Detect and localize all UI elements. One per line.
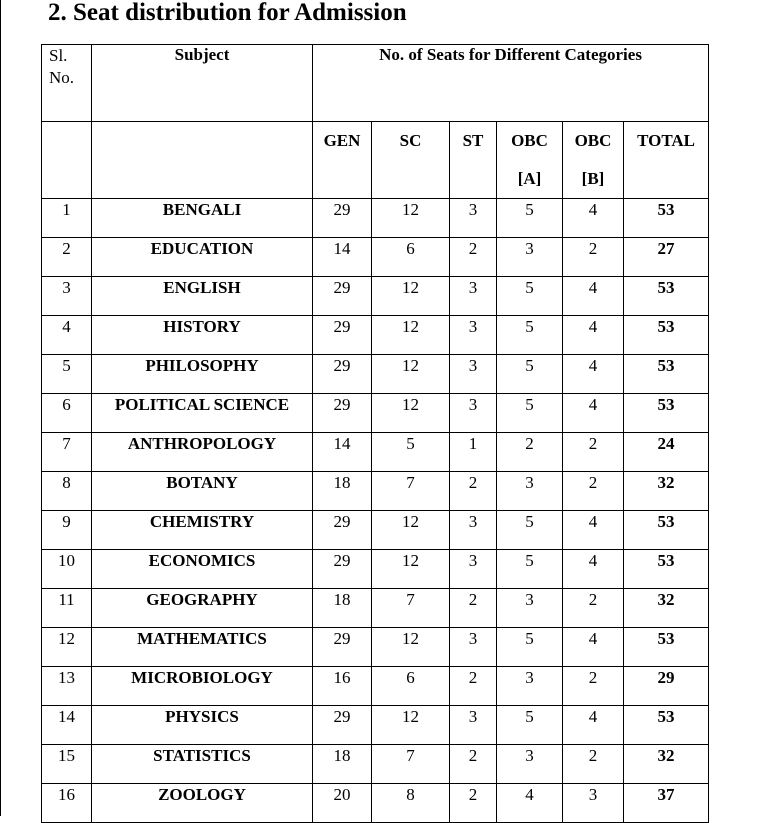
- cell-gen: 29: [313, 550, 372, 589]
- cell-total: 53: [624, 550, 709, 589]
- cell-total: 53: [624, 277, 709, 316]
- cell-obc-b: 4: [563, 199, 624, 238]
- cell-total: 37: [624, 784, 709, 823]
- cell-sl-no: 12: [42, 628, 92, 667]
- cell-total: 32: [624, 472, 709, 511]
- cell-total: 53: [624, 355, 709, 394]
- cell-sc: 7: [372, 472, 450, 511]
- cell-subject: POLITICAL SCIENCE: [92, 394, 313, 433]
- cell-gen: 18: [313, 745, 372, 784]
- table-row: [42, 511, 709, 550]
- cell-obc-b: 2: [563, 745, 624, 784]
- cell-total: 53: [624, 394, 709, 433]
- cell-obc-b: 4: [563, 316, 624, 355]
- cell-st: 2: [450, 589, 497, 628]
- table-row: [42, 589, 709, 628]
- cell-gen: 29: [313, 277, 372, 316]
- cell-gen: 29: [313, 316, 372, 355]
- cell-obc-a: 5: [497, 628, 563, 667]
- cell-st: 3: [450, 706, 497, 745]
- cell-gen: 29: [313, 199, 372, 238]
- cell-gen: 29: [313, 511, 372, 550]
- header-obc-b-line2: [B]: [581, 169, 605, 188]
- cell-obc-a: 3: [497, 472, 563, 511]
- cell-sc: 12: [372, 316, 450, 355]
- header-empty-sl: [42, 122, 92, 199]
- cell-obc-a: 5: [497, 394, 563, 433]
- cell-sc: 12: [372, 277, 450, 316]
- cell-gen: 14: [313, 433, 372, 472]
- header-sl-line1: Sl.: [49, 46, 68, 65]
- cell-subject: HISTORY: [92, 316, 313, 355]
- cell-subject: PHYSICS: [92, 706, 313, 745]
- header-sl-no: [42, 45, 92, 122]
- cell-gen: 29: [313, 355, 372, 394]
- table-row: [42, 472, 709, 511]
- table-row: [42, 550, 709, 589]
- header-obc-a: [497, 122, 563, 199]
- cell-obc-a: 3: [497, 667, 563, 706]
- cell-total: 29: [624, 667, 709, 706]
- header-subject: Subject: [92, 45, 313, 122]
- cell-obc-a: 2: [497, 433, 563, 472]
- cell-obc-b: 2: [563, 238, 624, 277]
- cell-obc-a: 3: [497, 589, 563, 628]
- cell-obc-a: 5: [497, 511, 563, 550]
- cell-st: 2: [450, 784, 497, 823]
- table-row: [42, 745, 709, 784]
- cell-sc: 12: [372, 355, 450, 394]
- header-categories-group: No. of Seats for Different Categories: [313, 45, 709, 122]
- cell-sc: 12: [372, 511, 450, 550]
- cell-subject: STATISTICS: [92, 745, 313, 784]
- cell-gen: 14: [313, 238, 372, 277]
- cell-obc-a: 5: [497, 316, 563, 355]
- cell-sl-no: 10: [42, 550, 92, 589]
- cell-total: 53: [624, 706, 709, 745]
- cell-total: 32: [624, 745, 709, 784]
- cell-obc-b: 4: [563, 706, 624, 745]
- cell-obc-b: 4: [563, 511, 624, 550]
- cell-st: 3: [450, 277, 497, 316]
- header-total: TOTAL: [624, 122, 709, 199]
- cell-sl-no: 4: [42, 316, 92, 355]
- header-row-categories: [42, 122, 709, 199]
- cell-total: 53: [624, 316, 709, 355]
- cell-gen: 16: [313, 667, 372, 706]
- cell-subject: BENGALI: [92, 199, 313, 238]
- cell-obc-a: 3: [497, 745, 563, 784]
- table-row: [42, 277, 709, 316]
- cell-subject: MICROBIOLOGY: [92, 667, 313, 706]
- cell-gen: 18: [313, 472, 372, 511]
- table-row: [42, 355, 709, 394]
- cell-sl-no: 7: [42, 433, 92, 472]
- cell-obc-b: 2: [563, 433, 624, 472]
- cell-sl-no: 16: [42, 784, 92, 823]
- header-obc-a-line2: [A]: [517, 169, 542, 188]
- cell-sl-no: 6: [42, 394, 92, 433]
- cell-subject: CHEMISTRY: [92, 511, 313, 550]
- cell-obc-a: 5: [497, 550, 563, 589]
- cell-obc-b: 4: [563, 550, 624, 589]
- cell-sl-no: 15: [42, 745, 92, 784]
- cell-gen: 29: [313, 628, 372, 667]
- cell-sc: 8: [372, 784, 450, 823]
- table-row: [42, 316, 709, 355]
- cell-total: 53: [624, 199, 709, 238]
- cell-gen: 29: [313, 394, 372, 433]
- cell-subject: ECONOMICS: [92, 550, 313, 589]
- cell-sc: 12: [372, 550, 450, 589]
- cell-gen: 29: [313, 706, 372, 745]
- cell-st: 3: [450, 550, 497, 589]
- seat-distribution-table: [41, 44, 709, 823]
- cell-subject: MATHEMATICS: [92, 628, 313, 667]
- cell-obc-b: 4: [563, 277, 624, 316]
- header-obc-a-line1: OBC: [511, 131, 548, 150]
- header-sl-line2: No.: [49, 68, 75, 87]
- cell-subject: BOTANY: [92, 472, 313, 511]
- cell-obc-b: 3: [563, 784, 624, 823]
- cell-sl-no: 1: [42, 199, 92, 238]
- table-row: [42, 394, 709, 433]
- cell-st: 3: [450, 511, 497, 550]
- cell-gen: 20: [313, 784, 372, 823]
- cell-sc: 12: [372, 394, 450, 433]
- cell-total: 53: [624, 628, 709, 667]
- cell-st: 3: [450, 394, 497, 433]
- cell-sc: 6: [372, 667, 450, 706]
- cell-st: 2: [450, 472, 497, 511]
- cell-sc: 7: [372, 745, 450, 784]
- cell-st: 3: [450, 628, 497, 667]
- header-sc: SC: [372, 122, 450, 199]
- cell-total: 32: [624, 589, 709, 628]
- header-obc-b-line1: OBC: [574, 131, 612, 150]
- cell-st: 2: [450, 238, 497, 277]
- header-obc-b: [563, 122, 624, 199]
- cell-sl-no: 8: [42, 472, 92, 511]
- cell-sc: 12: [372, 628, 450, 667]
- table-row: [42, 238, 709, 277]
- cell-st: 2: [450, 667, 497, 706]
- table-row: [42, 706, 709, 745]
- header-empty-subject: [92, 122, 313, 199]
- cell-obc-b: 4: [563, 394, 624, 433]
- cell-obc-b: 4: [563, 355, 624, 394]
- cell-obc-b: 4: [563, 628, 624, 667]
- cell-sc: 6: [372, 238, 450, 277]
- cell-sc: 12: [372, 706, 450, 745]
- cell-obc-a: 5: [497, 199, 563, 238]
- cell-subject: ANTHROPOLOGY: [92, 433, 313, 472]
- cell-subject: GEOGRAPHY: [92, 589, 313, 628]
- table-row: [42, 199, 709, 238]
- cell-st: 2: [450, 745, 497, 784]
- cell-sl-no: 14: [42, 706, 92, 745]
- cell-total: 24: [624, 433, 709, 472]
- cell-subject: ENGLISH: [92, 277, 313, 316]
- cell-sl-no: 9: [42, 511, 92, 550]
- cell-st: 3: [450, 355, 497, 394]
- table-row: [42, 667, 709, 706]
- cell-obc-a: 5: [497, 706, 563, 745]
- cell-sl-no: 11: [42, 589, 92, 628]
- cell-sl-no: 13: [42, 667, 92, 706]
- page-title: 2. Seat distribution for Admission: [48, 0, 407, 26]
- cell-obc-b: 2: [563, 667, 624, 706]
- cell-gen: 18: [313, 589, 372, 628]
- cell-obc-a: 5: [497, 355, 563, 394]
- header-row-main: [42, 45, 709, 122]
- header-st: ST: [450, 122, 497, 199]
- table-row: [42, 784, 709, 823]
- cell-obc-a: 3: [497, 238, 563, 277]
- cell-obc-a: 4: [497, 784, 563, 823]
- cell-total: 27: [624, 238, 709, 277]
- cell-obc-b: 2: [563, 589, 624, 628]
- cell-subject: EDUCATION: [92, 238, 313, 277]
- cell-obc-a: 5: [497, 277, 563, 316]
- cell-sc: 12: [372, 199, 450, 238]
- cell-st: 3: [450, 316, 497, 355]
- cell-obc-b: 2: [563, 472, 624, 511]
- cell-st: 1: [450, 433, 497, 472]
- cell-sl-no: 2: [42, 238, 92, 277]
- cell-sl-no: 5: [42, 355, 92, 394]
- cell-subject: ZOOLOGY: [92, 784, 313, 823]
- page-left-border: [0, 0, 1, 816]
- table-row: [42, 433, 709, 472]
- cell-st: 3: [450, 199, 497, 238]
- table-body: [42, 199, 709, 823]
- cell-subject: PHILOSOPHY: [92, 355, 313, 394]
- cell-sc: 7: [372, 589, 450, 628]
- cell-sl-no: 3: [42, 277, 92, 316]
- header-gen: GEN: [313, 122, 372, 199]
- table-row: [42, 628, 709, 667]
- cell-sc: 5: [372, 433, 450, 472]
- cell-total: 53: [624, 511, 709, 550]
